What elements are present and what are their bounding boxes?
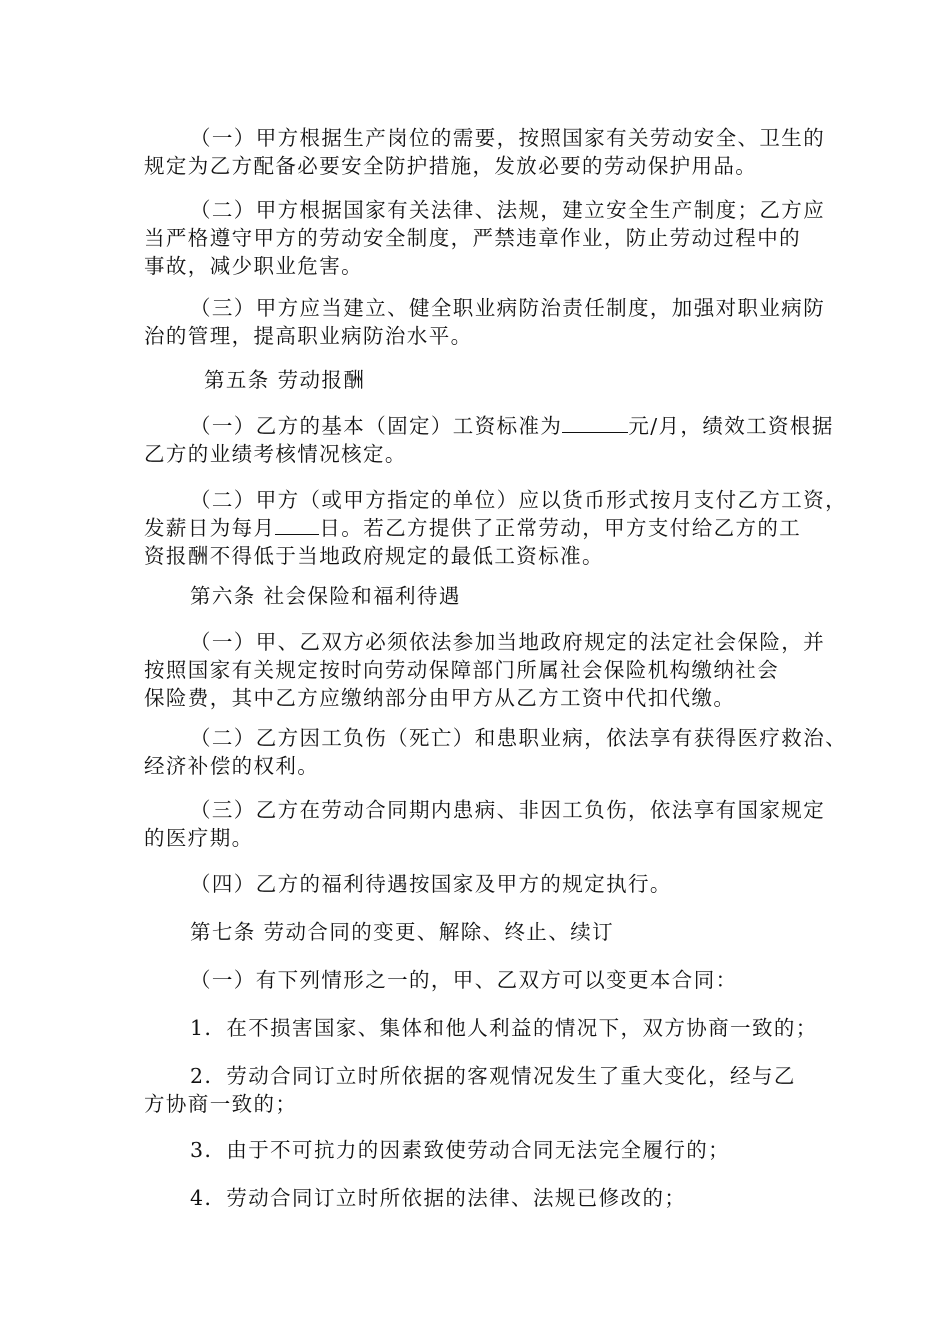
paragraph-line: （三）乙方在劳动合同期内患病、非因工负伤，依法享有国家规定 — [190, 798, 826, 822]
paragraph-line — [144, 514, 824, 542]
paragraph-line: 规定为乙方配备必要安全防护措施，发放必要的劳动保护用品。 — [144, 154, 758, 178]
paragraph-line: 资报酬不得低于当地政府规定的最低工资标准。 — [144, 544, 604, 568]
section-heading: 第七条 劳动合同的变更、解除、终止、续订 — [190, 920, 615, 944]
paragraph-line: 经济补偿的权利。 — [144, 754, 320, 778]
paragraph-line — [190, 412, 870, 440]
paragraph-line: 按照国家有关规定按时向劳动保障部门所属社会保险机构缴纳社会 — [144, 658, 780, 682]
list-item: 3．由于不可抗力的因素致使劳动合同无法完全履行的； — [190, 1138, 731, 1162]
paragraph-line: （三）甲方应当建立、健全职业病防治责任制度，加强对职业病防 — [190, 296, 826, 320]
wage-amount-blank — [562, 412, 628, 433]
paragraph-line: 乙方的业绩考核情况核定。 — [144, 442, 407, 466]
paragraph-line: （二）乙方因工负伤（死亡）和患职业病，依法享有获得医疗救治、 — [190, 726, 847, 750]
section-heading: 第六条 社会保险和福利待遇 — [190, 584, 461, 608]
section-heading: 第五条 劳动报酬 — [204, 368, 366, 392]
wage-text-before: （一）乙方的基本（固定）工资标准为 — [190, 414, 563, 438]
paragraph-line: （二）甲方（或甲方指定的单位）应以货币形式按月支付乙方工资， — [190, 488, 847, 512]
list-item-continuation: 方协商一致的； — [144, 1092, 298, 1116]
payday-text-after: 日。若乙方提供了正常劳动，甲方支付给乙方的工 — [319, 516, 802, 540]
paragraph-line: （四）乙方的福利待遇按国家及甲方的规定执行。 — [190, 872, 672, 896]
paragraph-line: 治的管理，提高职业病防治水平。 — [144, 324, 473, 348]
paragraph-line: （二）甲方根据国家有关法律、法规，建立安全生产制度；乙方应 — [190, 198, 826, 222]
list-item: 1．在不损害国家、集体和他人利益的情况下，双方协商一致的； — [190, 1016, 818, 1040]
list-item: 4．劳动合同订立时所依据的法律、法规已修改的； — [190, 1186, 687, 1210]
payday-text-before: 发薪日为每月 — [144, 516, 276, 540]
payday-blank — [275, 514, 319, 535]
paragraph-line: 事故，减少职业危害。 — [144, 254, 363, 278]
wage-text-after: 元/月，绩效工资根据 — [628, 414, 834, 438]
paragraph-line: （一）甲、乙双方必须依法参加当地政府规定的法定社会保险，并 — [190, 630, 826, 654]
paragraph-line: （一）有下列情形之一的，甲、乙双方可以变更本合同： — [190, 968, 738, 992]
paragraph-line: 的医疗期。 — [144, 826, 254, 850]
list-item: 2．劳动合同订立时所依据的客观情况发生了重大变化，经与乙 — [190, 1064, 796, 1088]
paragraph-line: 保险费，其中乙方应缴纳部分由甲方从乙方工资中代扣代缴。 — [144, 686, 736, 710]
paragraph-line: 当严格遵守甲方的劳动安全制度，严禁违章作业，防止劳动过程中的 — [144, 226, 801, 250]
paragraph-line: （一）甲方根据生产岗位的需要，按照国家有关劳动安全、卫生的 — [190, 126, 826, 150]
